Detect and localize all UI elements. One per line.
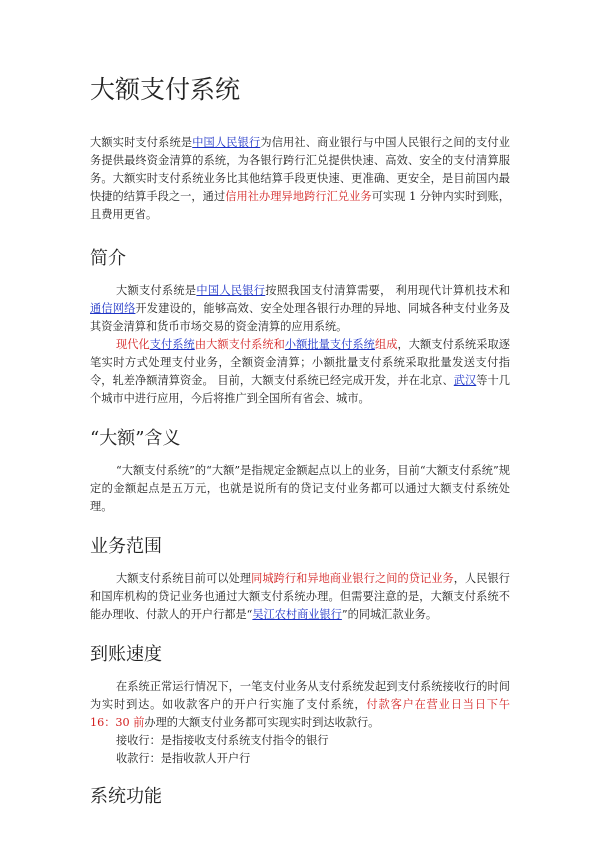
speed-definition-receiving-bank: 接收行：是指接收支付系统支付指令的银行: [116, 734, 329, 747]
intro-section-paragraph-1: [90, 282, 510, 336]
scope-text-3: ”的同城汇款业务。: [341, 608, 438, 621]
intro-paragraph: [90, 134, 510, 224]
speed-definition-payee-bank: 收款行：是指收款人开户行: [116, 752, 251, 765]
p1-text-2: 按照我国支付清算需要， 利用现代计算机技术和: [265, 284, 510, 297]
page-title: 大额支付系统: [90, 75, 241, 104]
heading-intro: 简介: [90, 248, 126, 269]
p1-text-3: 开发建设的，能够高效、安全处理各银行办理的异地、同城各种支付业务及其资金清算和货币市场交易的资金清算的应用系统。: [90, 302, 510, 333]
speed-highlight: 付款客户在营业日当日下午 16：30 前: [90, 698, 510, 729]
scope-highlight: 同城跨行和异地商业银行之间的贷记业务: [251, 572, 454, 585]
intro-section-paragraph-2: [90, 336, 510, 408]
link-payment-system[interactable]: 支付系统: [149, 338, 195, 351]
link-wujiang-bank[interactable]: 吴江农村商业银行: [252, 608, 342, 621]
p2-red-1: 现代化: [116, 338, 150, 351]
intro-highlight: 信用社办理异地跨行汇兑业务: [225, 190, 372, 203]
link-small-batch-system[interactable]: 小额批量支付系统: [284, 338, 375, 351]
p2-red-2: 由大额支付系统和: [194, 338, 285, 351]
heading-function: 系统功能: [90, 786, 162, 807]
p2-text-1: ，大额支付系统采取逐笔实时方式处理支付业务，全额资金清算；小额批量支付系统采取批量发送支付指令，轧差净额清算资金。 目前，大额支付系统已经完成开发，并在北京、: [90, 338, 510, 387]
speed-paragraph: [90, 678, 510, 732]
p2-red-3: 组成: [374, 338, 398, 351]
speed-text-1: 在系统正常运行情况下，一笔支付业务从支付系统发起到支付系统接收行的时间为实时到达。如收款客户的开户行实施了支付系统，: [90, 680, 510, 711]
scope-text-2: ，人民银行和国库机构的贷记业务也通过大额支付系统办理。但需要注意的是，大额支付系统不能办理收、付款人的开户行都是“: [90, 572, 510, 621]
scope-text-1: 大额支付系统目前可以处理: [116, 572, 252, 585]
link-pboc-2[interactable]: 中国人民银行: [196, 284, 266, 297]
p1-text-1: 大额支付系统是: [116, 284, 197, 297]
intro-text-2: 为信用社、商业银行与中国人民银行之间的支付业务提供最终资金清算的系统，为各银行跨行汇兑提供快速、高效、安全的支付清算服务。大额实时支付系统业务比其他结算手段更快速、更准确、更安全，是目前国内最快捷的结算手段之一，通过: [90, 136, 510, 203]
heading-speed: 到账速度: [90, 644, 162, 665]
scope-paragraph: [90, 570, 510, 624]
heading-meaning: “大额”含义: [90, 428, 181, 449]
link-communication-network[interactable]: 通信网络: [90, 302, 136, 315]
speed-text-2: 办理的大额支付业务都可实现实时到达收款行。: [144, 716, 380, 729]
link-wuhan[interactable]: 武汉: [453, 374, 477, 387]
heading-scope: 业务范围: [90, 536, 162, 557]
intro-text-3: 可实现 1 分钟内实时到账，且费用更省。: [90, 190, 510, 221]
intro-text-1: 大额实时支付系统是: [90, 136, 193, 149]
link-pboc[interactable]: 中国人民银行: [192, 136, 261, 149]
meaning-paragraph: “大额支付系统”的“大额”是指规定金额起点以上的业务，目前“大额支付系统”规定的金额起点是五万元，也就是说所有的贷记支付业务都可以通过大额支付系统处理。: [90, 464, 510, 513]
p2-text-2: 等十几个城市中进行应用，今后将推广到全国所有省会、城市。: [90, 374, 510, 405]
